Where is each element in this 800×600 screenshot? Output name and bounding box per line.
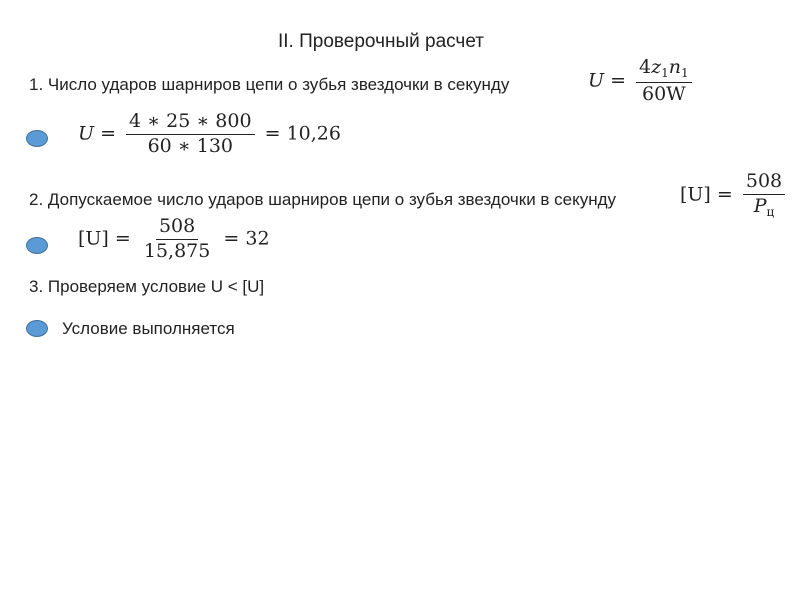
page-title: II. Проверочный расчет (278, 31, 484, 52)
step-2-text: Допускаемое число ударов шарниров цепи о зубья звездочки в секунду (47, 190, 617, 209)
bullet-3 (26, 320, 48, 337)
step-1-line (29, 75, 509, 95)
calc-2-result: = 32 (223, 227, 270, 250)
step-1-text: Число ударов шарниров цепи о зубья звездочки в секунду (47, 75, 510, 94)
formula-2-fraction: $\frac{508}{P_ц}$ (743, 172, 785, 219)
formula-fraction (636, 58, 692, 105)
formula-eq: = (610, 69, 626, 92)
step-3-line (29, 277, 264, 297)
step-3-number: 3. (29, 277, 44, 296)
calc-1-result: = 10,26 (264, 122, 341, 145)
conclusion-text: Условие выполняется (62, 319, 235, 338)
calc-2-fraction: $\frac{508}{15,875}$ (143, 215, 211, 262)
step-2-line (29, 190, 616, 210)
step-2-formula: [U] = $\frac{508}{P_ц}$ (680, 172, 789, 219)
bullet-2 (26, 237, 48, 254)
bullet-1 (26, 130, 48, 147)
formula-denominator: 60W (641, 82, 686, 105)
formula-numerator: $4z_1n_1$ (636, 58, 692, 83)
step-3-text: Проверяем условие U < [U] (47, 277, 265, 296)
calc-1-fraction: $\frac{4 ∗ 25 ∗ 800}{60 ∗ 130}$ (126, 112, 255, 157)
formula-2-lhs: [U] (680, 183, 711, 206)
step-1-calculation: U = $\frac{4 ∗ 25 ∗ 800}{60 ∗ 130}$ = 10,26 (78, 110, 341, 157)
step-2-calculation: [U] = $\frac{508}{15,875}$ = 32 (78, 215, 270, 262)
formula-lhs: U (588, 69, 605, 92)
step-1-formula (588, 58, 696, 105)
step-2-number: 2. (29, 190, 44, 209)
step-1-number: 1. (29, 75, 44, 94)
